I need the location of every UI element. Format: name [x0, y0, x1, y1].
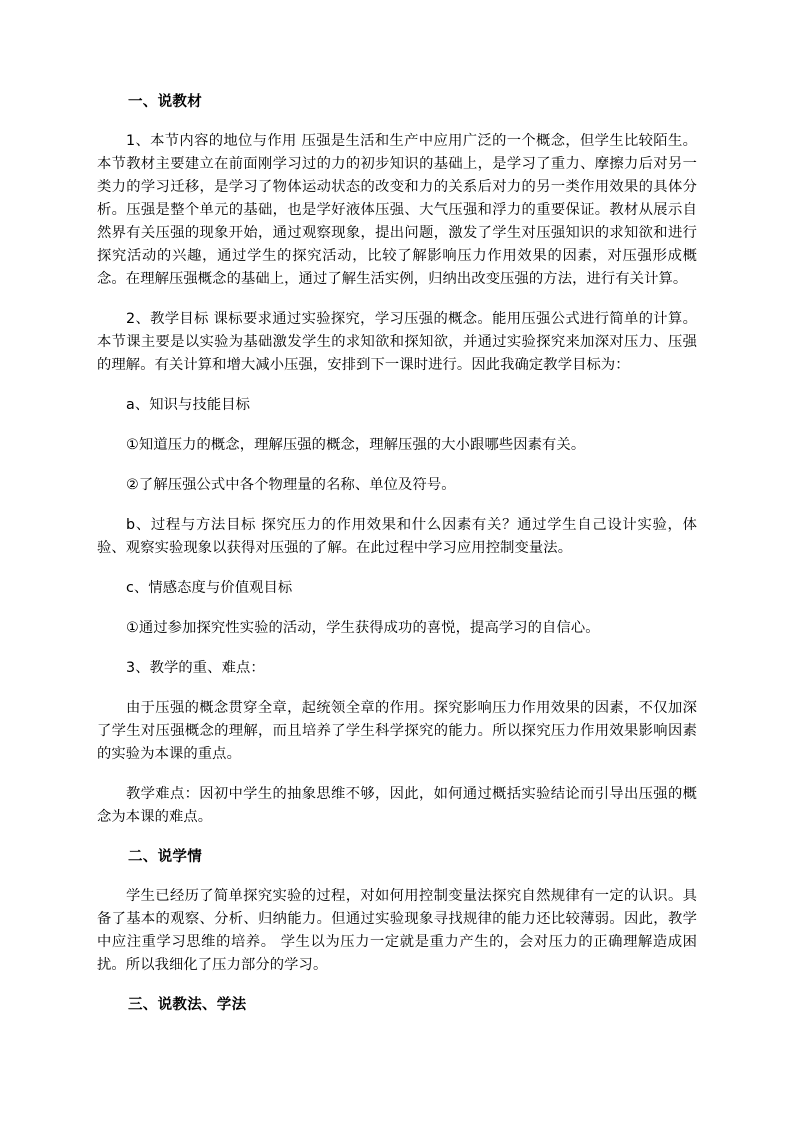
paragraph-goal-a-title: a、知识与技能目标: [126, 397, 251, 413]
paragraph-goal-c-title: c、情感态度与价值观目标: [126, 580, 293, 596]
paragraph-goal-c-1: ①通过参加探究性实验的活动，学生获得成功的喜悦，提高学习的自信心。: [126, 620, 600, 636]
paragraph-goal-b: b、过程与方法目标 探究压力的作用效果和什么因素有关？通过学生自己设计实验，体验、观察实验现象以获得对压强的了解。在此过程中学习应用控制变量法。: [97, 517, 697, 556]
paragraph-goal-a-1: ①知道压力的概念，理解压强的概念，理解压强的大小跟哪些因素有关。: [126, 437, 586, 453]
paragraph-student-situation: 学生已经历了简单探究实验的过程，对如何用控制变量法探究自然规律有一定的认识。具备了基本的观察、分析、归纳能力。但通过实验现象寻找规律的能力还比较薄弱。因此，教学中应注重学习思维的培养。 学生以为压力一定就是重力产生的，会对压力的正确理解造成困扰。所以我细化了压力部分的学习。: [97, 888, 697, 973]
paragraph-teaching-goals: 2、教学目标 课标要求通过实验探究，学习压强的概念。能用压强公式进行简单的计算。本节课主要是以实验为基础激发学生的求知欲和探知欲，并通过实验探究来加深对压力、压强的理解。有关计算和增大减小压强，安排到下一课时进行。因此我确定教学目标为：: [97, 311, 697, 373]
paragraph-key-points-title: 3、教学的重、难点：: [126, 660, 265, 676]
section-heading-1: 一、说教材: [128, 94, 202, 110]
section-heading-2: 二、说学情: [128, 849, 202, 865]
paragraph-difficulty: 教学难点：因初中学生的抽象思维不够，因此，如何通过概括实验结论而引导出压强的概念为本课的难点。: [97, 786, 697, 825]
paragraph-goal-a-2: ②了解压强公式中各个物理量的名称、单位及符号。: [126, 477, 456, 493]
section-heading-3: 三、说教法、学法: [128, 997, 247, 1013]
paragraph-key-points: 由于压强的概念贯穿全章，起统领全章的作用。探究影响压力作用效果的因素，不仅加深了学生对压强概念的理解，而且培养了学生科学探究的能力。所以探究压力作用效果影响因素的实验为本课的重点。: [97, 700, 697, 762]
paragraph-role-of-content: 1、本节内容的地位与作用 压强是生活和生产中应用广泛的一个概念，但学生比较陌生。本节教材主要建立在前面刚学习过的力的初步知识的基础上，是学习了重力、摩擦力后对另一类力的学习迁移，是学习了物体运动状态的改变和力的关系后对力的另一类作用效果的具体分析。压强是整个单元的基础，也是学好液体压强、大气压强和浮力的重要保证。教材从展示自然界有关压强的现象开始，通过观察现象，提出问题，激发了学生对压强知识的求知欲和进行探究活动的兴趣，通过学生的探究活动，比较了解影响压力作用效果的因素，对压强形成概念。在理解压强概念的基础上，通过了解生活实例，归纳出改变压强的方法，进行有关计算。: [97, 133, 697, 287]
document-page: [97, 92, 697, 1015]
